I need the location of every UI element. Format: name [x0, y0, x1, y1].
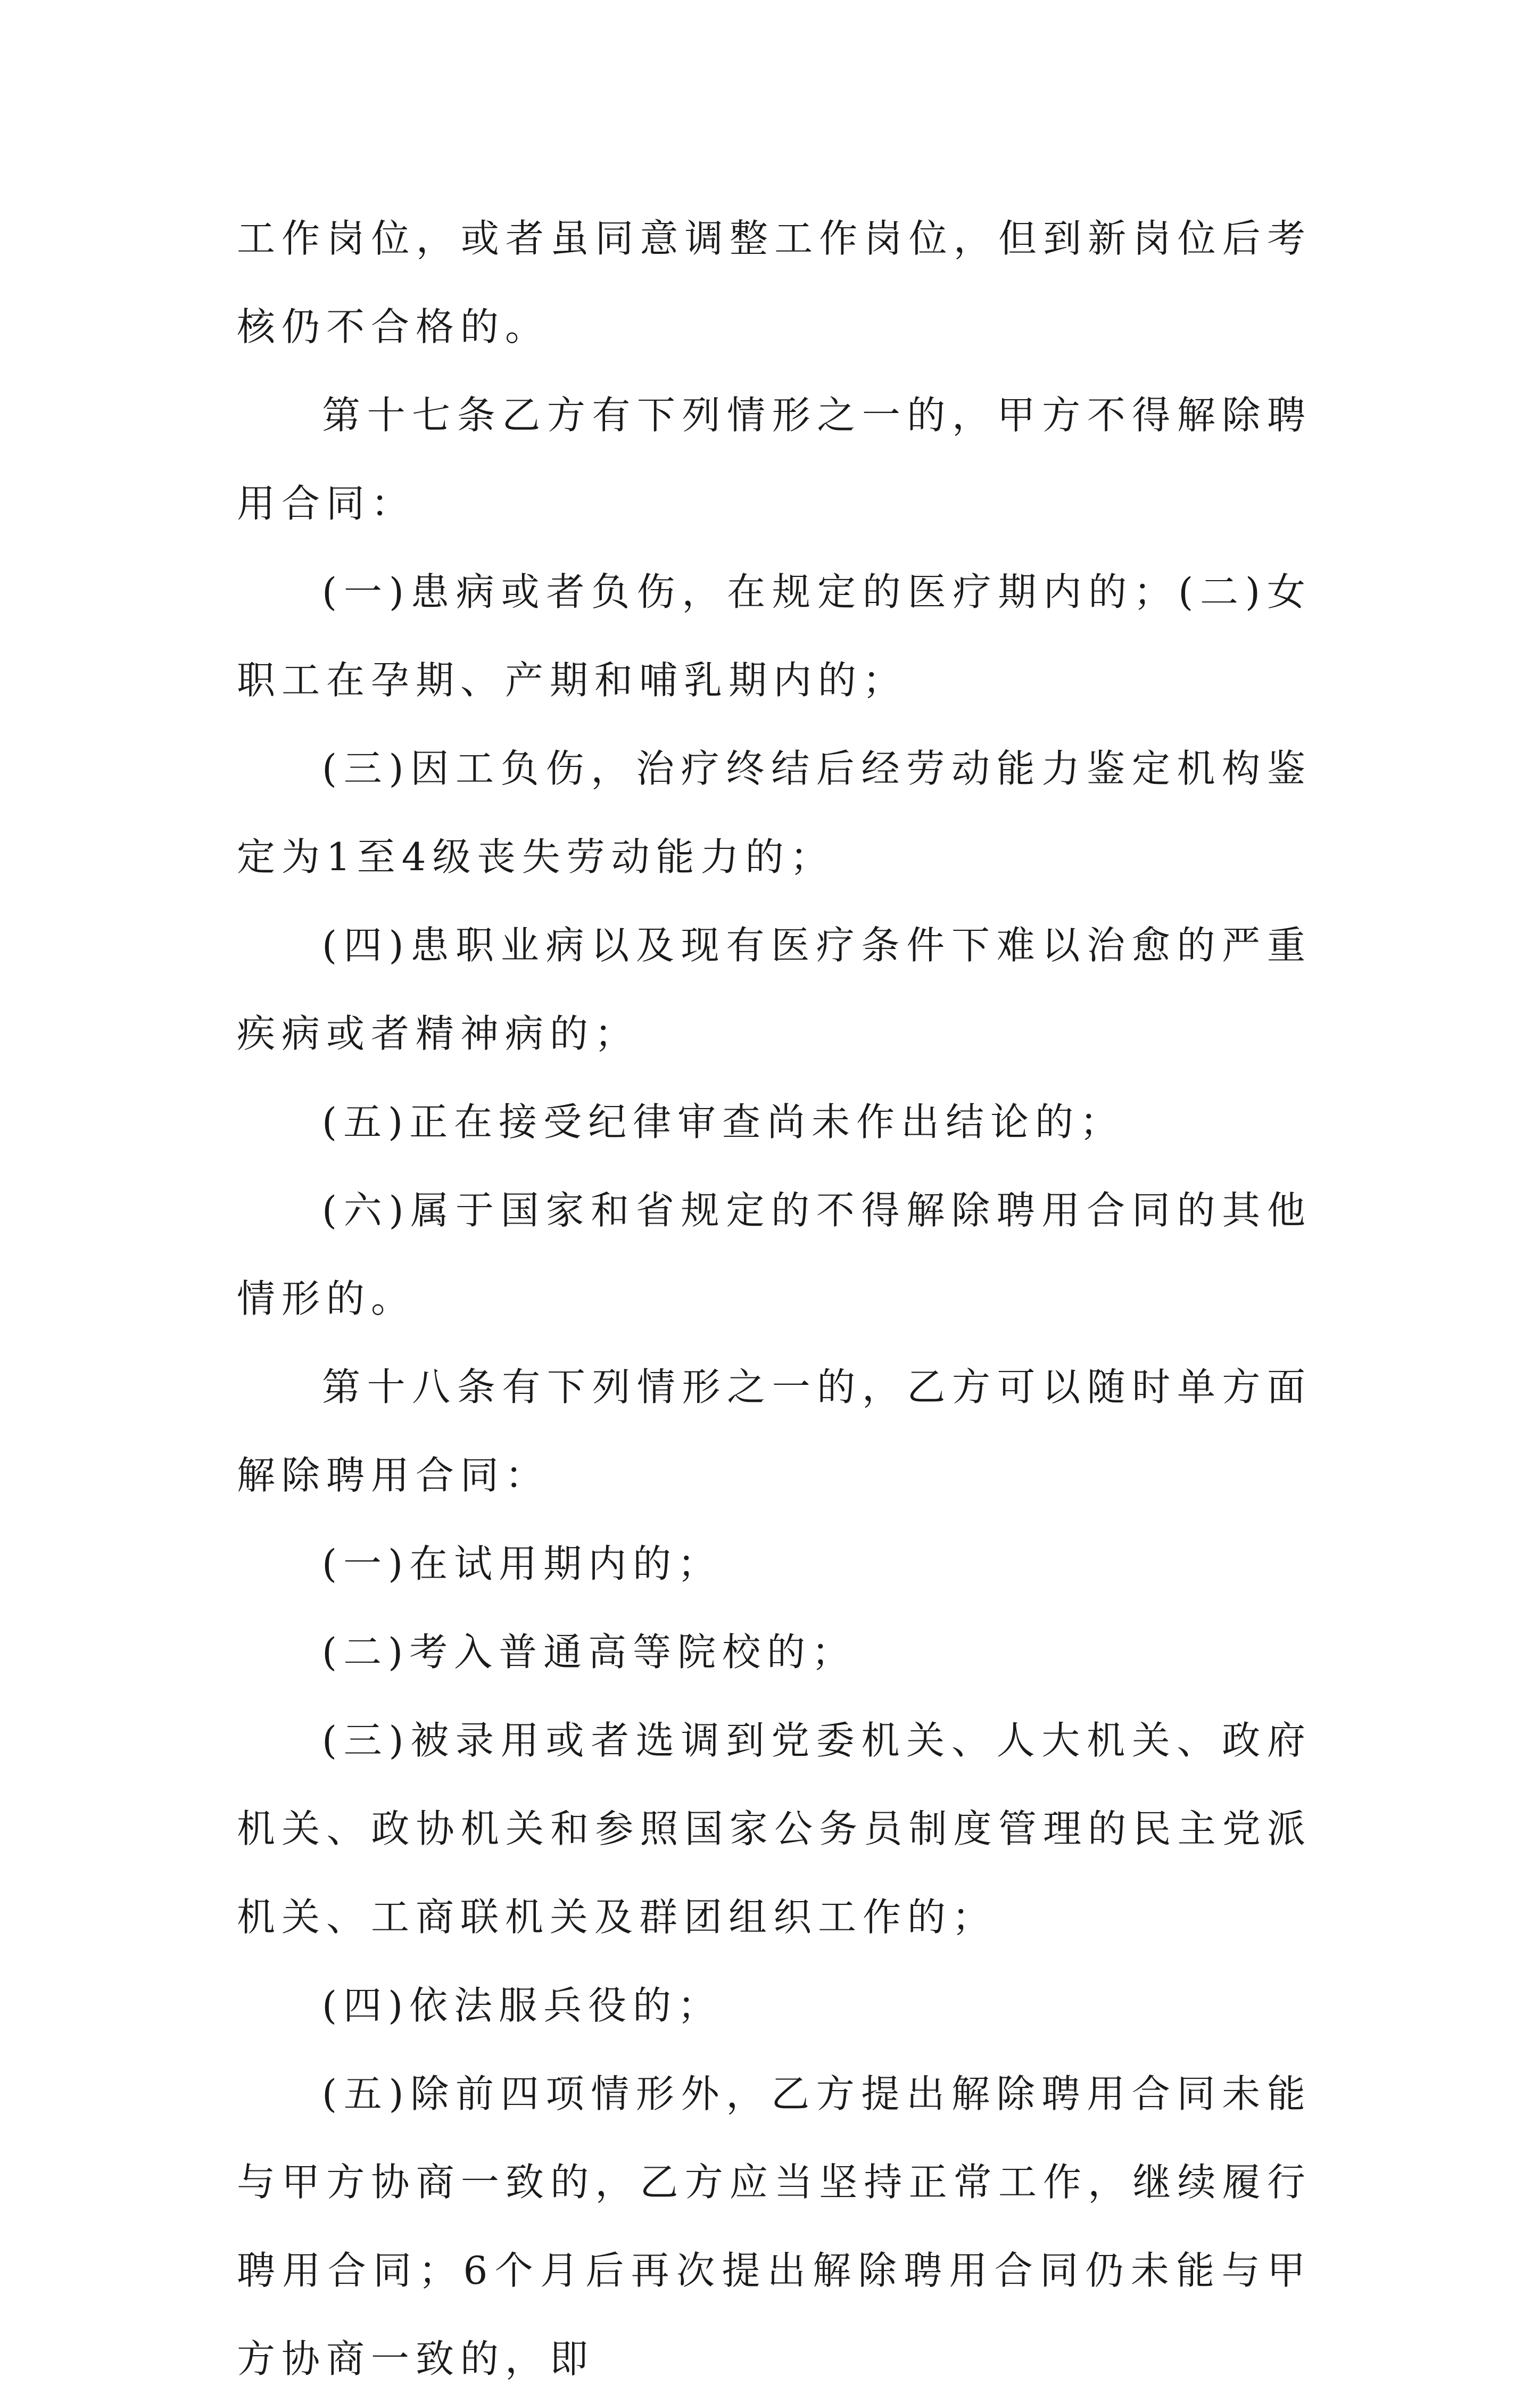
article-18-heading: 第十八条有下列情形之一的，乙方可以随时单方面解除聘用合同： — [237, 1365, 1312, 1498]
paragraph-continuation: 工作岗位，或者虽同意调整工作岗位，但到新岗位后考核仍不合格的。 — [237, 216, 1312, 349]
article-17-heading: 第十七条乙方有下列情形之一的，甲方不得解除聘用合同： — [237, 393, 1312, 526]
article-18-item-3: (三)被录用或者选调到党委机关、人大机关、政府机关、政协机关和参照国家公务员制度管理的民主党派机关、工商联机关及群团组织工作的； — [237, 1718, 1312, 1939]
document-body — [237, 194, 1312, 2403]
article-17-item-3: (三)因工负伤，治疗终结后经劳动能力鉴定机构鉴定为1至4级丧失劳动能力的； — [237, 746, 1312, 879]
article-17-item-5: (五)正在接受纪律审查尚未作出结论的； — [322, 1100, 1125, 1144]
article-17-item-6: (六)属于国家和省规定的不得解除聘用合同的其他情形的。 — [237, 1188, 1312, 1321]
article-17-item-1-2: (一)患病或者负伤，在规定的医疗期内的；(二)女职工在孕期、产期和哺乳期内的； — [237, 569, 1312, 703]
article-18-item-4: (四)依法服兵役的； — [322, 1983, 723, 2028]
article-18-item-2: (二)考入普通高等院校的； — [322, 1630, 857, 1674]
article-18-item-5: (五)除前四项情形外，乙方提出解除聘用合同未能与甲方协商一致的，乙方应当坚持正常工作，继续履行聘用合同；6个月后再次提出解除聘用合同仍未能与甲方协商一致的，即 — [237, 2071, 1312, 2381]
article-18-item-1: (一)在试用期内的； — [322, 1541, 723, 1586]
article-17-item-4: (四)患职业病以及现有医疗条件下难以治愈的严重疾病或者精神病的； — [237, 923, 1312, 1056]
